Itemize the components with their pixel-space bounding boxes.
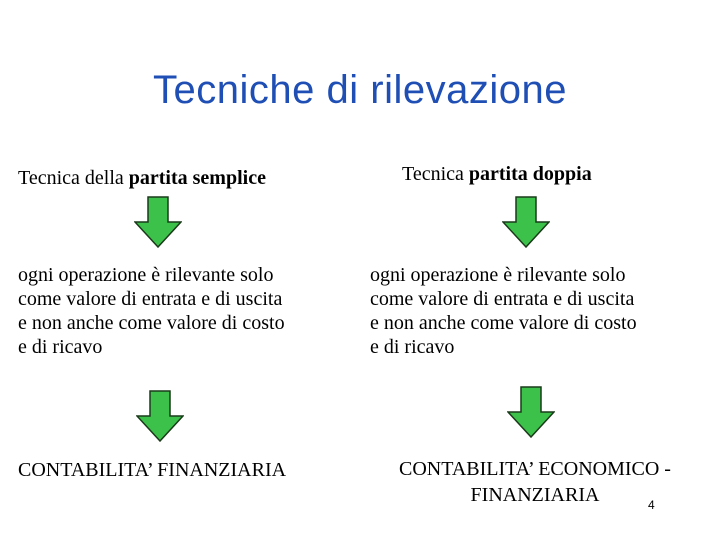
right-description-line: come valore di entrata e di uscita bbox=[370, 288, 635, 310]
down-arrow-icon bbox=[507, 386, 555, 438]
right-description-line: ogni operazione è rilevante solo bbox=[370, 264, 626, 286]
right-result-line1: CONTABILITA’ ECONOMICO - bbox=[399, 458, 671, 480]
left-header-prefix: Tecnica della bbox=[18, 167, 129, 189]
left-description-line: ogni operazione è rilevante solo bbox=[18, 264, 274, 286]
right-description bbox=[370, 263, 700, 359]
right-header-bold: partita doppia bbox=[468, 163, 592, 185]
right-description-line: e di ricavo bbox=[370, 336, 455, 358]
left-description-line: come valore di entrata e di uscita bbox=[18, 288, 283, 310]
left-description-line: e di ricavo bbox=[18, 336, 103, 358]
right-result-line2: FINANZIARIA bbox=[470, 484, 600, 506]
left-result: CONTABILITA’ FINANZIARIA bbox=[18, 459, 287, 481]
down-arrow-icon bbox=[134, 196, 182, 248]
left-header-bold: partita semplice bbox=[128, 167, 266, 189]
right-header-prefix: Tecnica bbox=[402, 163, 469, 185]
left-header bbox=[18, 166, 266, 190]
down-arrow-icon bbox=[136, 390, 184, 442]
slide-title: Tecniche di rilevazione bbox=[153, 68, 567, 112]
down-arrow-icon bbox=[502, 196, 550, 248]
left-description-line: e non anche come valore di costo bbox=[18, 312, 285, 334]
right-header bbox=[402, 162, 592, 186]
left-description bbox=[18, 263, 348, 359]
right-description-line: e non anche come valore di costo bbox=[370, 312, 637, 334]
page-number: 4 bbox=[648, 498, 655, 512]
